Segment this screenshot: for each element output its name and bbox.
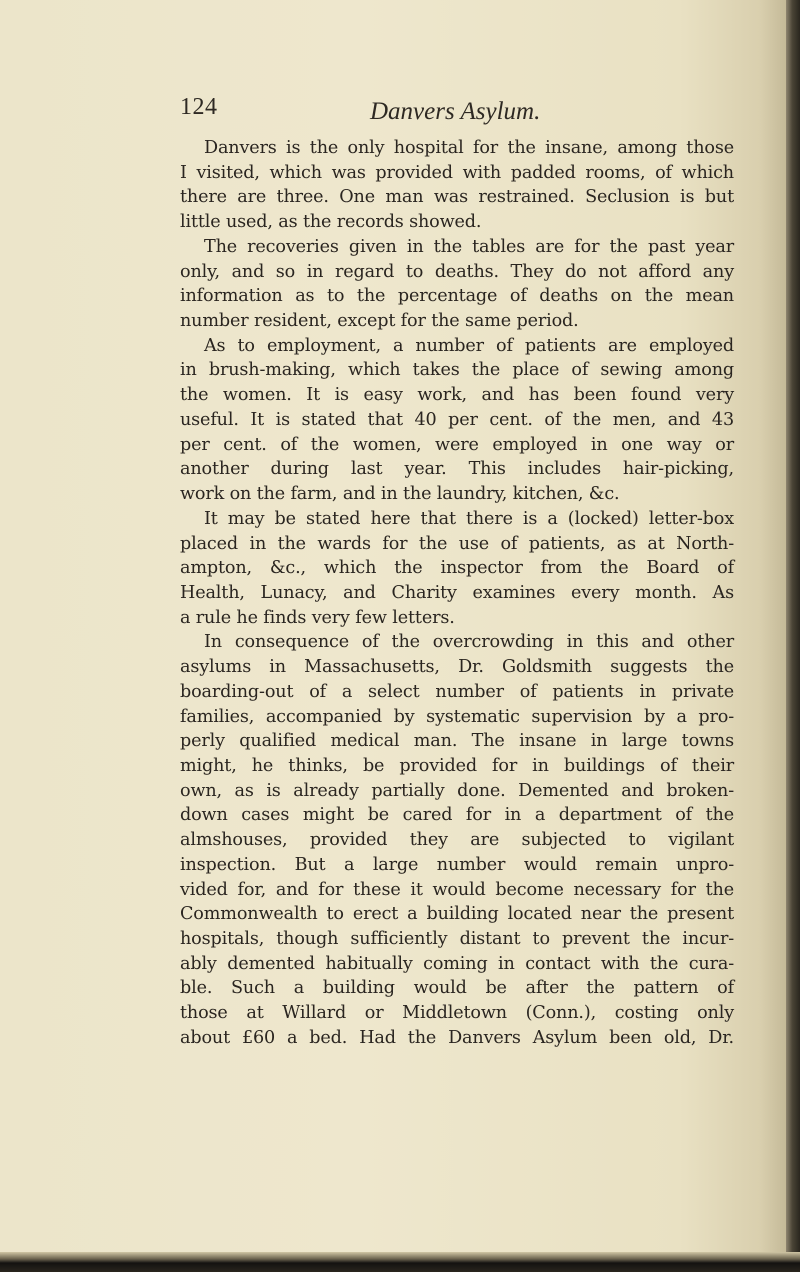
text-line: It may be stated here that there is a (locked) letter-box <box>204 508 734 529</box>
text-line: about £60 a bed. Had the Danvers Asylum been old, Dr. <box>180 1027 734 1048</box>
text-line: might, he thinks, be provided for in buildings of their <box>180 755 734 776</box>
text-line: in brush-making, which takes the place of sewing among <box>180 360 734 381</box>
body-text <box>180 136 734 1051</box>
page-header <box>0 94 800 134</box>
text-line: ampton, &c., which the inspector from the Board of <box>180 558 734 579</box>
text-line: Danvers is the only hospital for the insane, among those <box>204 138 734 158</box>
text-line: little used, as the records showed. <box>180 212 482 233</box>
book-spine-edge <box>786 0 800 1272</box>
text-line: a rule he finds very few letters. <box>180 607 455 628</box>
text-line: placed in the wards for the use of patients, as at North- <box>180 533 734 554</box>
text-line: I visited, which was provided with padded rooms, of which <box>180 162 734 183</box>
text-line: own, as is already partially done. Demented and broken- <box>180 780 734 801</box>
text-line: asylums in Massachusetts, Dr. Goldsmith suggests the <box>180 657 734 678</box>
text-line: the women. It is easy work, and has been found very <box>180 385 734 406</box>
text-line: down cases might be cared for in a department of the <box>180 805 734 826</box>
text-line: vided for, and for these it would become necessary for the <box>180 879 734 900</box>
text-line: those at Willard or Middletown (Conn.), costing only <box>180 1003 734 1024</box>
running-title: Danvers Asylum. <box>370 98 541 125</box>
page-bottom-edge <box>0 1252 800 1272</box>
text-line: information as to the percentage of deaths on the mean <box>180 286 734 307</box>
text-line: work on the farm, and in the laundry, kitchen, &c. <box>180 484 620 505</box>
text-line: number resident, except for the same period. <box>180 311 579 332</box>
text-line: almshouses, provided they are subjected to vigilant <box>180 830 734 851</box>
text-line: useful. It is stated that 40 per cent. of the men, and 43 <box>180 409 734 430</box>
text-line: Commonwealth to erect a building located near the present <box>180 904 734 925</box>
text-line: Health, Lunacy, and Charity examines every month. As <box>180 582 734 603</box>
text-line: families, accompanied by systematic supervision by a pro- <box>180 706 734 727</box>
text-line: As to employment, a number of patients are employed <box>204 335 734 356</box>
text-line: inspection. But a large number would remain unpro- <box>180 854 734 875</box>
text-line: In consequence of the overcrowding in this and other <box>204 632 734 653</box>
text-line: ble. Such a building would be after the pattern of <box>180 978 734 999</box>
text-line: per cent. of the women, were employed in one way or <box>180 434 734 455</box>
text-line: boarding-out of a select number of patients in private <box>180 681 734 702</box>
text-line: perly qualified medical man. The insane in large towns <box>180 731 734 752</box>
text-line: ably demented habitually coming in contact with the cura- <box>180 953 734 974</box>
text-line: The recoveries given in the tables are for the past year <box>204 236 734 257</box>
text-line: another during last year. This includes hair-picking, <box>180 459 734 480</box>
text-line: only, and so in regard to deaths. They do not afford any <box>180 261 734 282</box>
text-line: hospitals, though sufficiently distant to prevent the incur- <box>180 929 734 949</box>
page-number: 124 <box>180 94 218 120</box>
text-line: there are three. One man was restrained. Seclusion is but <box>180 187 734 208</box>
